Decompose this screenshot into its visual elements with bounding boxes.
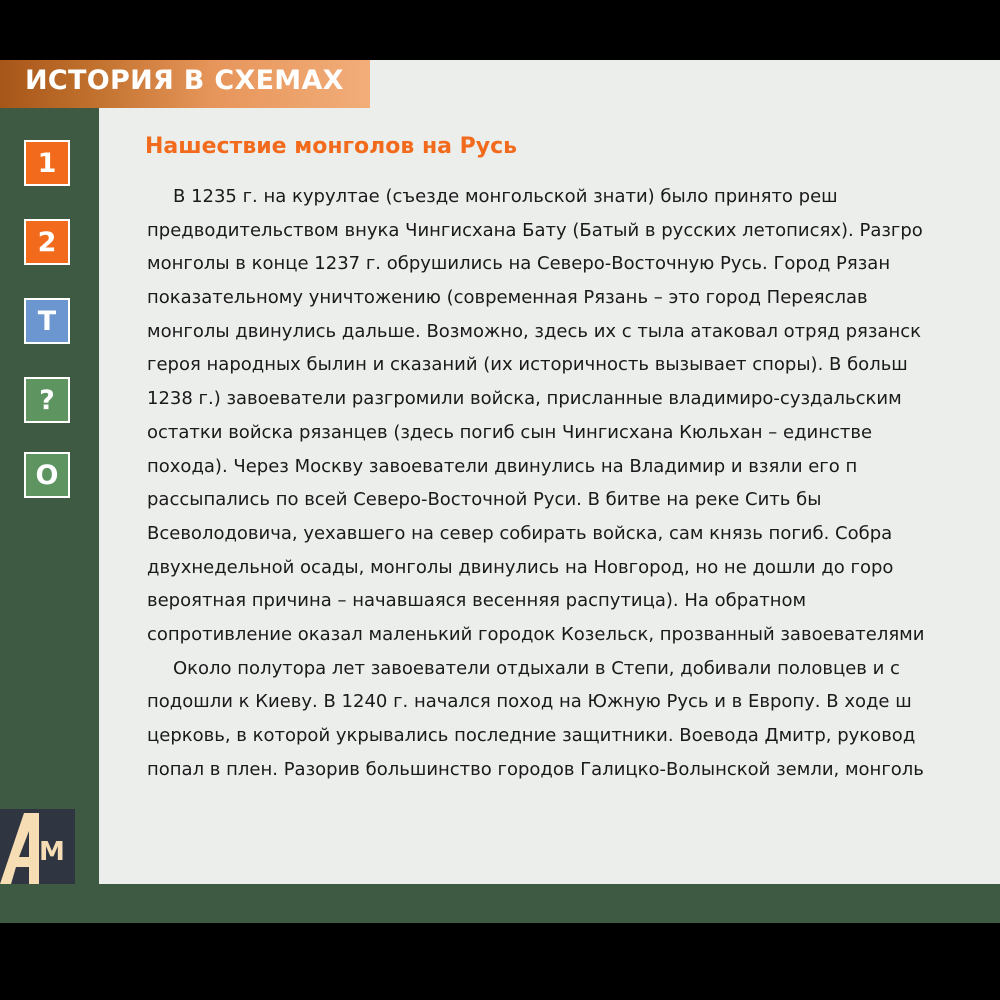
nav-button-questions[interactable]: ? (24, 377, 70, 423)
article-title: Нашествие монголов на Русь (145, 134, 518, 159)
text-line: подошли к Киеву. В 1240 г. начался поход на Южную Русь и в Европу. В ходе ш (147, 691, 912, 713)
text-line: двухнедельной осады, монголы двинулись на Новгород, но не дошли до горо (147, 556, 894, 578)
text-line: остатки войска рязанцев (здесь погиб сын Чингисхана Кюльхан – единстве (147, 421, 873, 443)
text-line: сопротивление оказал маленький городок Козельск, прозванный завоевателями (147, 623, 925, 645)
nav-button-2[interactable]: 2 (24, 219, 70, 265)
content-panel (99, 60, 1000, 884)
text-line: показательному уничтожению (современная Рязань – это город Переяслав (147, 287, 868, 309)
nav-button-1[interactable]: 1 (24, 140, 70, 186)
am-logo (0, 809, 75, 884)
text-line: В 1235 г. на курултае (съезде монгольской знати) было принято реш (173, 186, 838, 207)
nav-button-test[interactable]: Т (24, 298, 70, 344)
text-line: 1238 г.) завоеватели разгромили войска, присланные владимиро-суздальским (147, 388, 902, 410)
article-text (147, 180, 1000, 786)
text-line: предводительством внука Чингисхана Бату (Батый в русских летописях). Разгро (147, 219, 923, 241)
text-line: монголы двинулись дальше. Возможно, здесь их с тыла атаковал отряд рязанск (147, 320, 921, 342)
text-line: монголы в конце 1237 г. обрушились на Северо-Восточную Русь. Город Рязан (147, 253, 891, 275)
text-line: Около полутора лет завоеватели отдыхали в Степи, добивали половцев и с (173, 657, 900, 679)
header-banner (0, 60, 370, 108)
text-line: церковь, в которой укрывались последние защитники. Воевода Дмитр, руковод (147, 725, 916, 746)
logo-letters: М (39, 837, 65, 867)
header-title: ИСТОРИЯ В СХЕМАХ (25, 65, 344, 96)
slide-stage (0, 60, 1000, 923)
text-line: попал в плен. Разорив большинство городов Галицко-Волынской земли, монголь (147, 758, 924, 780)
nav-button-answers[interactable]: О (24, 452, 70, 498)
text-line: Всеволодовича, уехавшего на север собирать войска, сам князь погиб. Собра (147, 522, 893, 544)
text-line: вероятная причина – начавшаяся весенняя распутица). На обратном (147, 590, 807, 612)
am-logo-mark (0, 809, 75, 884)
text-line: похода). Через Москву завоеватели двинулись на Владимир и взяли его п (147, 455, 858, 477)
text-line: героя народных былин и сказаний (их историчность вызывает споры). В больш (147, 354, 908, 376)
text-line: рассыпались по всей Северо-Восточной Руси. В битве на реке Сить бы (147, 489, 822, 511)
